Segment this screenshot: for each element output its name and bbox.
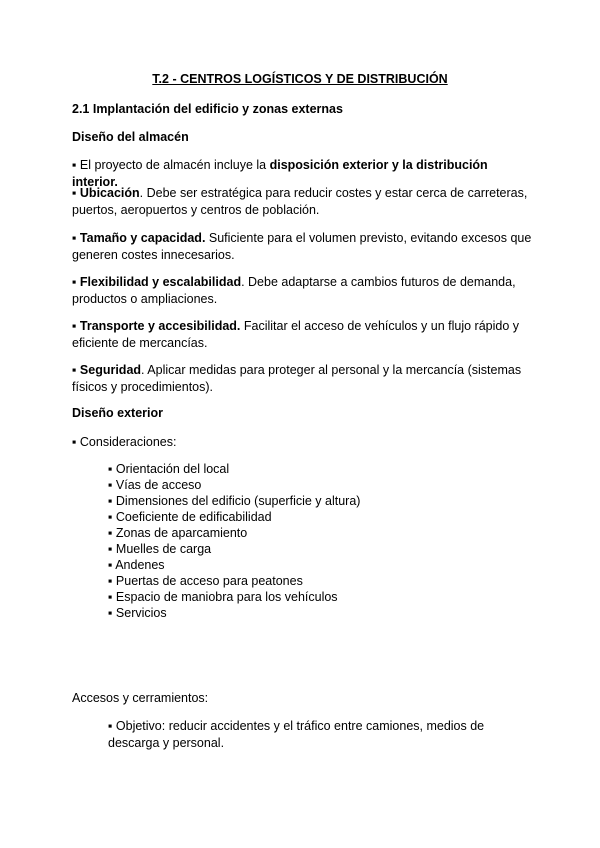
heading-diseno-almacen: Diseño del almacén xyxy=(72,130,189,144)
item-title: Seguridad xyxy=(79,363,142,377)
item-text: . Debe adaptarse a cambios futuros de demanda, productos o ampliaciones. xyxy=(72,275,516,306)
list-item: ▪ Zonas de aparcamiento xyxy=(108,526,248,540)
item-title: Flexibilidad y escalabilidad xyxy=(79,275,242,289)
item-text: . Debe ser estratégica para reducir costes y estar cerca de carreteras, puertos, aeropuertos y centros de población. xyxy=(72,186,528,217)
item-title: Ubicación xyxy=(79,186,140,200)
heading-diseno-exterior: Diseño exterior xyxy=(72,406,164,420)
item-transporte xyxy=(72,318,532,351)
item-bullet: ▪ xyxy=(72,363,80,377)
item-bullet: ▪ xyxy=(72,319,80,333)
intro-prefix: ▪ El proyecto de almacén incluye la xyxy=(72,158,270,172)
consideraciones-label: ▪ Consideraciones: xyxy=(72,435,177,449)
item-text: Suficiente para el volumen previsto, evitando excesos que generen costes innecesarios. xyxy=(72,231,532,262)
list-item: ▪ Coeficiente de edificabilidad xyxy=(108,510,272,524)
item-title: Tamaño y capacidad. xyxy=(79,231,206,245)
list-item: ▪ Orientación del local xyxy=(108,462,230,476)
list-item: ▪ Andenes xyxy=(108,558,165,572)
list-item: ▪ Vías de acceso xyxy=(108,478,202,492)
item-bullet: ▪ xyxy=(72,275,80,289)
accesos-label: Accesos y cerramientos: xyxy=(72,691,209,705)
considerations-list xyxy=(108,461,360,621)
item-flexibilidad xyxy=(72,274,532,307)
item-seguridad xyxy=(72,362,532,395)
document-title: T.2 - CENTROS LOGÍSTICOS Y DE DISTRIBUCIÓN xyxy=(152,72,448,86)
item-bullet: ▪ xyxy=(72,186,80,200)
intro-bold: disposición exterior y la distribución interior. xyxy=(72,158,488,189)
list-item: ▪ Dimensiones del edificio (superficie y altura) xyxy=(108,494,361,508)
item-text: . Aplicar medidas para proteger al personal y la mercancía (sistemas físicos y procedimientos). xyxy=(72,363,522,394)
item-tamano xyxy=(72,230,532,263)
item-title: Transporte y accesibilidad. xyxy=(79,319,241,333)
list-item: ▪ Muelles de carga xyxy=(108,542,212,556)
item-ubicacion xyxy=(72,185,532,218)
list-item: ▪ Servicios xyxy=(108,606,167,620)
list-item: ▪ Espacio de maniobra para los vehículos xyxy=(108,590,338,604)
list-item: ▪ Puertas de acceso para peatones xyxy=(108,574,303,588)
section-heading: 2.1 Implantación del edificio y zonas externas xyxy=(72,102,343,116)
objetivo-paragraph: ▪ Objetivo: reducir accidentes y el tráfico entre camiones, medios de descarga y personal. xyxy=(108,719,485,750)
item-bullet: ▪ xyxy=(72,231,80,245)
item-text: Facilitar el acceso de vehículos y un flujo rápido y eficiente de mercancías. xyxy=(72,319,520,350)
